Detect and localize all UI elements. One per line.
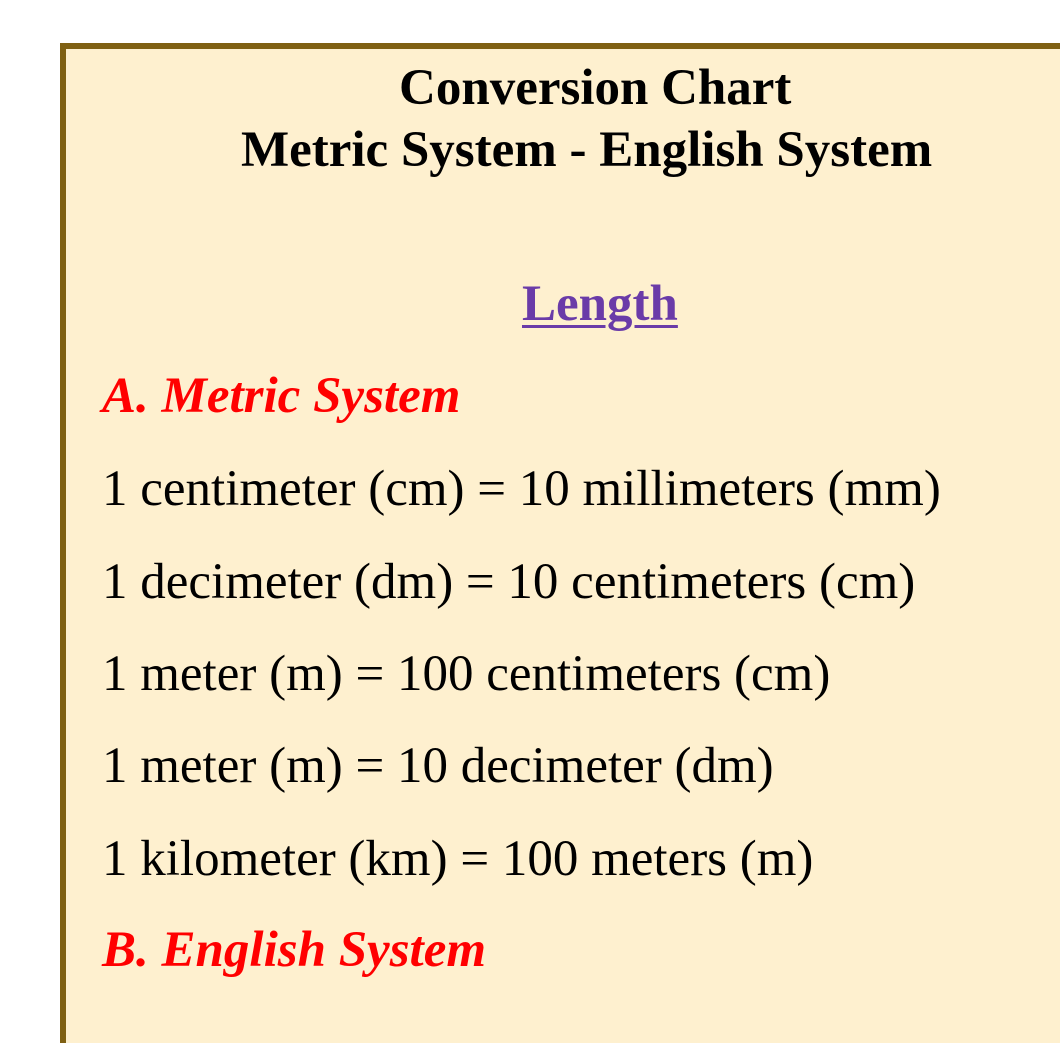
metric-item: 1 kilometer (km) = 100 meters (m) xyxy=(102,831,814,887)
metric-item: 1 decimeter (dm) = 10 centimeters (cm) xyxy=(102,554,916,610)
title-line-1: Conversion Chart xyxy=(399,60,792,116)
metric-item: 1 centimeter (cm) = 10 millimeters (mm) xyxy=(102,461,941,517)
metric-item: 1 meter (m) = 100 centimeters (cm) xyxy=(102,646,831,702)
metric-system-heading: A. Metric System xyxy=(102,368,461,424)
title-line-2: Metric System - English System xyxy=(241,122,933,178)
english-system-heading: B. English System xyxy=(102,922,487,978)
metric-item: 1 meter (m) = 10 decimeter (dm) xyxy=(102,738,774,794)
slide xyxy=(60,43,1060,1043)
section-title-length: Length xyxy=(522,276,678,332)
